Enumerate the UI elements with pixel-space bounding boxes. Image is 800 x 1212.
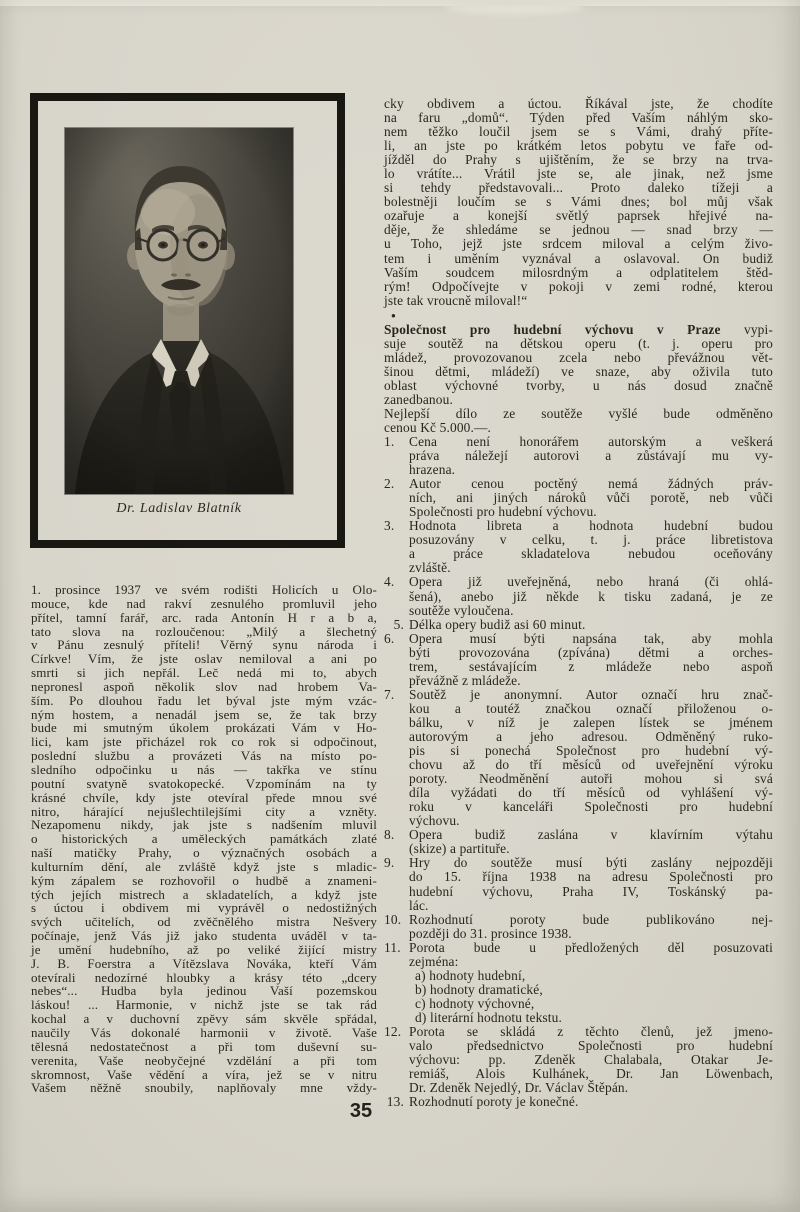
text-line: ným hostem, a nenadál jsem se, že tak brzy — [31, 706, 377, 722]
notice-body — [384, 337, 773, 407]
text-line: soutěže vyloučena. — [409, 602, 514, 618]
text-line: výchovu. — [409, 813, 460, 829]
notice-award — [384, 407, 773, 435]
text-line: svých učitelích, od zvěčnělého mistra Nešvery — [31, 914, 377, 930]
text-line: ozařuje a konejší světlý paprsek hřejivé na- — [384, 208, 773, 224]
text-line: naší matičky Prahy, o význačných osobách a — [31, 845, 377, 861]
text-line: pis si ponechá Společnost pro hudební vý- — [409, 743, 773, 759]
text-line: šená), anebo již někde k tisku zadaná, je ze — [409, 588, 773, 604]
text-line: skromnost, Vaše vědění a víra, jež se v nitru — [31, 1066, 377, 1082]
rule-item — [384, 632, 773, 688]
text-line: 3. Hodnota libreta a hodnota hudební budou — [384, 518, 773, 534]
text-line: hrazena. — [409, 462, 456, 478]
obituary-continuation — [384, 97, 773, 308]
text-line: Dr. Zdeněk Nejedlý, Dr. Václav Štěpán. — [409, 1080, 629, 1096]
text-line: kulturním dění, ale zvláště když jste s mladic- — [31, 858, 377, 874]
text-line: 8. Opera budiž zaslána v klavírním výtahu — [384, 827, 773, 843]
text-line: Vaším soudcem milosrdným a odplatitelem štěd- — [384, 264, 773, 280]
rule-item — [384, 913, 773, 941]
text-line: bolestněji loučím se s Vámi dnes; bol můj však — [384, 194, 773, 210]
text-line: cky obdivem a úctou. Říkával jste, že chodíte — [384, 96, 773, 111]
text-line: lo vrátíte... Vrátil jste se, ale jinak, než jsme — [384, 166, 773, 182]
rule-number: 12. — [384, 1023, 402, 1039]
rule-number: 3. — [384, 518, 395, 534]
text-line: jížděl do Prahy s ujištěním, že se brzy na trva- — [384, 152, 773, 168]
rule-item — [384, 856, 773, 912]
right-column — [384, 97, 773, 1109]
text-line: 1. Cena není honorářem autorským a veškerá — [384, 434, 773, 450]
rule-number: 11. — [384, 939, 401, 955]
portrait-photo — [65, 128, 293, 494]
page-number: 35 — [349, 1100, 373, 1122]
rule-item — [384, 477, 773, 519]
text-line: Společnosti pro hudební výchovu. — [409, 504, 597, 520]
text-line: 7. Soutěž je anonymní. Autor označí hru znač- — [384, 686, 773, 702]
notice-heading-line — [384, 323, 773, 337]
text-line: si tehdy představovali... Proto daleko tížeji a — [384, 180, 773, 196]
rule-item — [384, 435, 773, 477]
text-line: býti provozována (zpívána) dětmi a orches- — [409, 644, 773, 660]
text-line: kou a toutéž značkou označí přiloženou o- — [409, 700, 773, 716]
text-line: ních, ani jiných nároků vůči porotě, neb vůči — [409, 490, 773, 506]
text-line: Nezapomenu nikdy, jak jste s nadšením mluvil — [31, 817, 377, 833]
text-line: 2. Autor cenou poctěný nemá žádných práv- — [384, 476, 773, 492]
text-line: naučily Vás dokonalé harmonii v životě. Vaše — [31, 1025, 377, 1040]
bullet-icon: ● — [391, 310, 396, 320]
text-line: 4. Opera již uveřejněná, nebo hraná (či ohlá- — [384, 574, 773, 590]
text-line: tato slova na rozloučenou: „Milý a šlechetný — [31, 623, 377, 639]
text-line: jste tak vroucně miloval!“ — [384, 292, 528, 308]
text-line: bálku, v níž je zalepen lístek se jménem — [409, 714, 773, 730]
text-line: tělesná nedostatečnost a při tom duševní su- — [31, 1038, 377, 1054]
text-line: kým zápalem se rozhovořil o hudbě a znameni- — [31, 872, 377, 888]
photo-frame — [30, 93, 345, 548]
text-line: Církve! Vím, že jste oslav nemiloval a ani po — [31, 651, 377, 667]
text-line: posuzovány v celku, t. j. práce libretistova — [409, 532, 773, 548]
text-line: poutní svatyně svatokopecké. Vzpomínám na ty — [31, 775, 377, 791]
text-line: 13. Rozhodnutí poroty je konečné. — [384, 1095, 773, 1109]
text-line: remiáš, Alois Kulhánek, Dr. Jan Löwenbach, — [409, 1066, 773, 1082]
text-line: zvláště. — [409, 560, 451, 576]
text-line: 5. Délka opery budiž asi 60 minut. — [384, 618, 773, 632]
text-line: chovu až do tří měsíců od uveřejnění výroku — [409, 757, 773, 773]
rules-list — [384, 435, 773, 1109]
text-line: 6. Opera musí býti napsána tak, aby mohla — [384, 630, 773, 646]
text-line: nem těžko loučil jsem se s Vámi, drahý příte- — [384, 124, 773, 140]
text-line: poslední službu a provázeti Vás na místo po- — [31, 748, 377, 764]
rule-item — [384, 1025, 773, 1095]
rule-number: 13. — [386, 1094, 404, 1110]
text-line: Nejlepší dílo ze soutěže vyšlé bude odměněno — [384, 405, 773, 421]
text-line: verenita, Vaše neobyčejné vzdělání a při tom — [31, 1052, 377, 1068]
text-line: sledního odpočinku u nás — takřka ve stínu — [31, 761, 377, 777]
text-line: b) hodnoty dramatické, — [415, 981, 543, 997]
text-line: nitro, hárající nejušlechtilejšími city a vzněty. — [31, 803, 377, 819]
text-line: otevírali nedozírné hloubky a krásy této „dcery — [31, 969, 377, 985]
text-line: na faru „domů“. Týden před Vaším náhlým sko- — [384, 110, 773, 126]
notice-heading-bold: Společnost pro hudební výchovu v Praze — [384, 321, 721, 337]
text-line: 10. Rozhodnutí poroty bude publikováno nej- — [384, 911, 773, 927]
text-line: s úctou i obdivem mi vyprávěl o nedostižných — [31, 900, 377, 916]
text-line: poroty. Neodměnění autoři mohou si svá — [409, 771, 773, 787]
text-line: nebes“... Hudba byla jedinou Vaší pozemskou — [31, 983, 377, 999]
section-separator — [384, 308, 773, 323]
rule-number: 10. — [384, 911, 402, 927]
text-line: suje soutěž na dětskou operu (t. j. operu pro — [384, 335, 773, 351]
rule-item — [384, 688, 773, 828]
text-line: mládež, provozovanou zcela nebo převážnou vět- — [384, 349, 773, 365]
text-line: oblast výchovné tvorby, u nás dosud značně — [384, 377, 773, 393]
rule-number: 8. — [384, 827, 395, 843]
portrait-illustration — [65, 128, 293, 494]
rule-number: 5. — [393, 616, 404, 632]
text-line: 9. Hry do soutěže musí býti zaslány nejpozději — [384, 855, 773, 871]
text-line: (skize) a partituře. — [409, 841, 510, 857]
text-line: tem i uměním vyznával a oslavoval. On budiž — [384, 250, 773, 266]
text-line: cenou Kč 5.000.—. — [384, 419, 492, 435]
text-line: výchovu: pp. Zdeněk Chalabala, Otakar Je- — [409, 1052, 773, 1068]
text-line: počínaje, jenž Vás již jako studenta uváděl v ta- — [31, 928, 377, 944]
rule-item — [384, 828, 773, 856]
text-line: u Toho, jejž jste srdcem miloval a celým živo- — [384, 236, 773, 252]
rule-number: 4. — [384, 574, 395, 590]
text-line: kochal a v duchovní zpěvy sám skvěle spřádal, — [31, 1011, 377, 1027]
scan-artifact-crease — [445, 1, 585, 14]
text-line: ším. Po dlouhou řadu let býval jste mým vzác- — [31, 692, 377, 708]
text-line: trem, sestávajícím z mládeže nebo aspoň — [409, 658, 773, 674]
text-line: 1. prosince 1937 ve svém rodišti Holicích u Olo- — [31, 582, 377, 597]
text-line: zanedbanou. — [384, 391, 453, 407]
rule-number: 9. — [384, 855, 395, 871]
rule-number: 2. — [384, 476, 395, 492]
text-line: krásné chvíle, kdy jste otevíral přede mnou své — [31, 789, 377, 805]
text-line: nepronesl aspoň několik slov nad hrobem Va- — [31, 678, 377, 694]
text-line: autorovým a jeho adresou. Odměněný ruko- — [409, 729, 773, 744]
text-line: hudební výchovu, Praha IV, Toskánský pa- — [409, 883, 773, 899]
left-column — [31, 583, 377, 1095]
text-line: v Pánu zesnulý příteli! Věrný synu národa i — [31, 637, 377, 653]
text-line: c) hodnoty výchovné, — [415, 995, 535, 1011]
text-line: roku v kanceláři Společnosti pro hudební — [409, 799, 773, 815]
text-line: šinou dětmi, mládeží) ve snaze, aby oživila tuto — [384, 363, 773, 379]
text-line: J. B. Foerstra a Vítězslava Nováka, kteří Vám — [31, 955, 377, 971]
text-line: a práce skladatelova nebudou oceňovány — [409, 546, 773, 562]
text-line: valo předsednictvo Společnosti pro hudební — [409, 1038, 773, 1054]
scan-artifact-top-edge — [0, 0, 800, 6]
text-line: tých jejích mistrech a skladatelích, a když jste — [31, 886, 377, 902]
text-line: 11. Porota bude u předložených děl posuzovati — [384, 939, 773, 955]
text-line: li, an jste po krátkém letos pobytu ve faře od- — [384, 138, 773, 154]
text-line: zejména: — [409, 953, 459, 969]
notice-heading-rest: vypi- — [720, 321, 774, 337]
text-line: díla vyžádati do tří měsíců od vyhlášení vý- — [409, 785, 773, 801]
text-line: přítel, tamní farář, arc. rada Antonín H r a b a, — [31, 609, 377, 625]
photo-caption: Dr. Ladislav Blatník — [116, 501, 242, 516]
text-line: děje, že shledáme se jednou — snad brzy — — [384, 222, 773, 238]
text-line: lici, kam jste přicházel rok co rok si odpočinout, — [31, 734, 377, 750]
rule-item — [384, 1095, 773, 1109]
text-line: o historických a uměleckých památkách zlaté — [31, 831, 377, 847]
text-line: převážně z mládeže. — [409, 672, 521, 688]
rule-item — [384, 575, 773, 617]
text-line: mouce, kde nad rakví zesnulého promluvil jeho — [31, 595, 377, 611]
text-line: smrti si jich nepřál. Leč nedá mi to, abych — [31, 665, 377, 681]
text-line: d) literární hodnotu tekstu. — [415, 1009, 563, 1025]
text-line: a) hodnoty hudební, — [415, 967, 526, 983]
text-line: je umění hudebního, až po veliké žijící mistry — [31, 941, 377, 957]
rule-item — [384, 519, 773, 575]
text-line: rým! Odpočívejte v pokoji v zemi rodné, kterou — [384, 278, 773, 294]
rule-item — [384, 941, 773, 1025]
text-line: 12. Porota se skládá z těchto členů, jež jmeno- — [384, 1023, 773, 1039]
text-line: později do 31. prosince 1938. — [409, 925, 572, 941]
rule-item — [384, 618, 773, 632]
text-line: do 15. října 1938 na adresu Společnosti pro — [409, 869, 773, 885]
rule-number: 1. — [384, 434, 395, 450]
rule-number: 7. — [384, 686, 395, 702]
text-line: bude mi smutným úkolem prokázati Vám v Ho- — [31, 720, 377, 736]
text-line: práva náležejí autorovi a zůstávají mu vy- — [409, 448, 773, 464]
text-line: Vašem něžně snoubily, naplňovaly mne vždy- — [31, 1080, 377, 1096]
rule-number: 6. — [384, 630, 395, 646]
text-line: láskou! ... Harmonie, v nichž jste se tak rád — [31, 997, 377, 1013]
text-line: lác. — [409, 897, 429, 913]
